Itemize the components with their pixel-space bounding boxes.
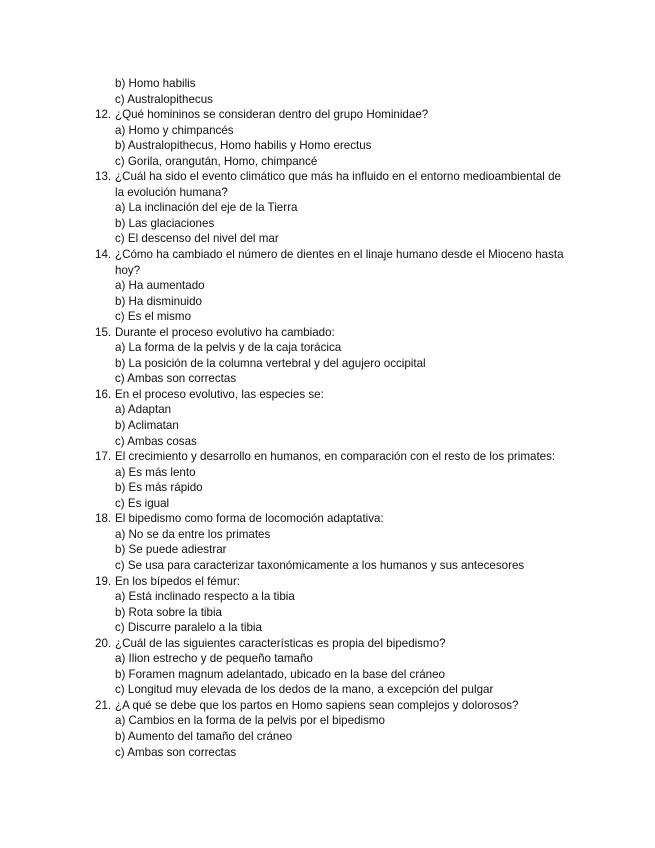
question-text: ¿Cuál de las siguientes características es propia del bipedismo?	[115, 636, 446, 650]
question-text: En el proceso evolutivo, las especies se:	[115, 387, 324, 401]
question-text: El crecimiento y desarrollo en humanos, en comparación con el resto de los primates:	[115, 450, 556, 464]
question-line	[0, 698, 655, 714]
option-text: c) Gorila, orangután, Homo, chimpancé	[115, 154, 318, 168]
option-text: c) El descenso del nivel del mar	[115, 232, 279, 246]
question-number: 19.	[95, 574, 112, 588]
option-line	[0, 402, 655, 418]
option-line	[0, 605, 655, 621]
question-line	[0, 247, 655, 263]
option-line	[0, 480, 655, 496]
option-line	[0, 729, 655, 745]
option-line	[0, 589, 655, 605]
option-line	[0, 309, 655, 325]
question-number: 14.	[95, 248, 112, 262]
option-text: c) Es el mismo	[115, 310, 192, 324]
question-text: Durante el proceso evolutivo ha cambiado:	[115, 325, 335, 339]
option-line	[0, 294, 655, 310]
question-line	[0, 636, 655, 652]
option-text: b) Ha disminuido	[115, 294, 202, 308]
question-line	[0, 107, 655, 123]
option-text: c) Es igual	[115, 496, 170, 510]
option-line	[0, 340, 655, 356]
option-text: a) La forma de la pelvis y de la caja torácica	[115, 341, 342, 355]
option-line	[0, 465, 655, 481]
option-text: b) Es más rápido	[115, 481, 203, 495]
option-text: a) Está inclinado respecto a la tibia	[115, 590, 295, 604]
option-text: b) Australopithecus, Homo habilis y Homo erectus	[115, 139, 372, 153]
option-line	[0, 542, 655, 558]
option-line	[0, 216, 655, 232]
option-line	[0, 123, 655, 139]
option-line	[0, 418, 655, 434]
option-line	[0, 558, 655, 574]
option-text: b) Aclimatan	[115, 419, 179, 433]
option-text: c) Longitud muy elevada de los dedos de la mano, a excepción del pulgar	[115, 683, 494, 697]
option-line	[0, 682, 655, 698]
option-text: b) La posición de la columna vertebral y del agujero occipital	[115, 356, 426, 370]
option-text: a) Homo y chimpancés	[115, 123, 234, 137]
option-text: a) Es más lento	[115, 465, 196, 479]
question-line	[0, 325, 655, 341]
option-line	[0, 745, 655, 761]
question-text: ¿Cómo ha cambiado el número de dientes en el linaje humano desde el Mioceno hasta	[115, 248, 564, 262]
option-line	[0, 496, 655, 512]
question-continuation-line	[0, 185, 655, 201]
question-line	[0, 449, 655, 465]
option-text: b) Homo habilis	[115, 77, 196, 90]
option-text: b) Las glaciaciones	[115, 216, 215, 230]
question-text: El bipedismo como forma de locomoción adaptativa:	[115, 512, 384, 526]
option-line	[0, 713, 655, 729]
option-line	[0, 278, 655, 294]
option-text: c) Discurre paralelo a la tibia	[115, 621, 262, 635]
question-line	[0, 387, 655, 403]
option-line	[0, 92, 655, 108]
option-text: a) Ha aumentado	[115, 279, 205, 293]
option-text: c) Ambas son correctas	[115, 745, 237, 759]
question-text: ¿Qué homininos se consideran dentro del grupo Hominidae?	[115, 108, 429, 122]
option-line	[0, 651, 655, 667]
option-line	[0, 667, 655, 683]
option-line	[0, 231, 655, 247]
option-text: c) Ambas cosas	[115, 434, 197, 448]
option-text: b) Se puede adiestrar	[115, 543, 227, 557]
question-line	[0, 169, 655, 185]
option-text: a) No se da entre los primates	[115, 527, 271, 541]
question-number: 18.	[95, 512, 112, 526]
question-number: 12.	[95, 108, 112, 122]
question-number: 15.	[95, 325, 112, 339]
option-text: a) Ilion estrecho y de pequeño tamaño	[115, 652, 313, 666]
question-number: 17.	[95, 450, 112, 464]
question-text: la evolución humana?	[115, 185, 228, 199]
question-text: hoy?	[115, 263, 141, 277]
option-line	[0, 356, 655, 372]
option-text: b) Foramen magnum adelantado, ubicado en la base del cráneo	[115, 667, 445, 681]
question-number: 16.	[95, 387, 112, 401]
option-line	[0, 76, 655, 92]
option-line	[0, 154, 655, 170]
option-text: a) Cambios en la forma de la pelvis por el bipedismo	[115, 714, 386, 728]
option-line	[0, 620, 655, 636]
document-page	[0, 76, 655, 760]
question-continuation-line	[0, 263, 655, 279]
option-text: b) Rota sobre la tibia	[115, 605, 222, 619]
question-number: 13.	[95, 170, 112, 184]
question-text: ¿A qué se debe que los partos en Homo sapiens sean complejos y dolorosos?	[115, 698, 519, 712]
option-text: a) La inclinación del eje de la Tierra	[115, 201, 298, 215]
option-line	[0, 371, 655, 387]
option-text: b) Aumento del tamaño del cráneo	[115, 729, 293, 743]
option-text: a) Adaptan	[115, 403, 172, 417]
question-text: ¿Cuál ha sido el evento climático que más ha influido en el entorno medioambiental de	[115, 170, 561, 184]
question-line	[0, 574, 655, 590]
option-text: c) Australopithecus	[115, 92, 213, 106]
option-line	[0, 434, 655, 450]
question-number: 20.	[95, 636, 112, 650]
question-line	[0, 511, 655, 527]
option-text: c) Se usa para caracterizar taxonómicamente a los humanos y sus antecesores	[115, 558, 525, 572]
option-line	[0, 527, 655, 543]
question-text: En los bípedos el fémur:	[115, 574, 241, 588]
question-number: 21.	[95, 698, 112, 712]
option-text: c) Ambas son correctas	[115, 372, 237, 386]
option-line	[0, 200, 655, 216]
option-line	[0, 138, 655, 154]
